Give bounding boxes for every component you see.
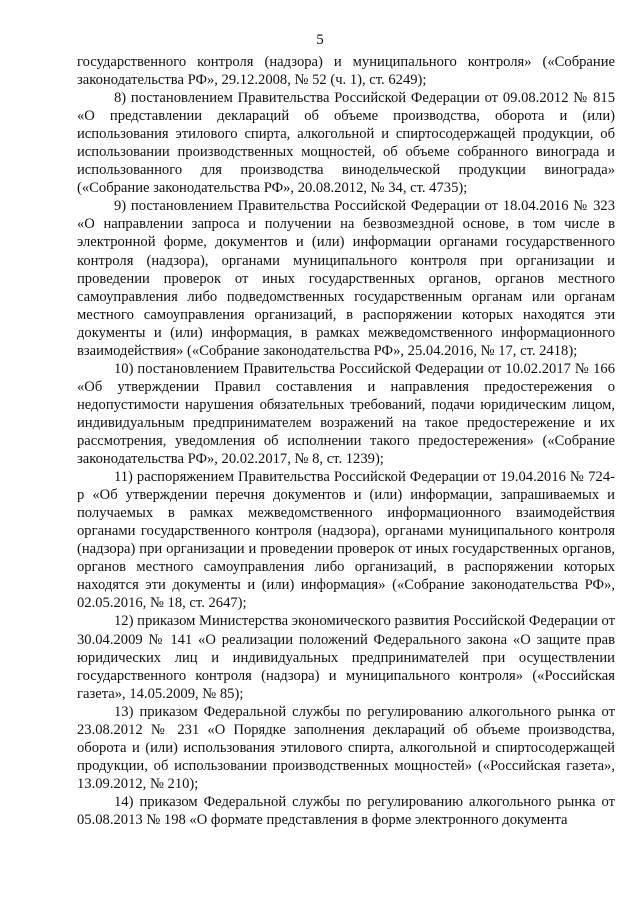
- paragraph-item-8: 8) постановлением Правительства Российской Федерации от 09.08.2012 № 815 «О представлении деклараций об объеме производства, оборота и (или) использования этилового спирта, алкогольной и спиртосодержащей продукции, об использовании производственных мощностей, об объеме собранного винограда и использованного для производства винодельческой продукции винограда» («Собрание законодательства РФ», 20.08.2012, № 34, ст. 4735);: [77, 90, 615, 197]
- paragraph-item-13: 13) приказом Федеральной службы по регулированию алкогольного рынка от 23.08.2012 № 231 «О Порядке заполнения деклараций об объеме производства, оборота и (или) использования этилового спирта, алкогольной и спиртосодержащей продукции, об использовании производственных мощностей» («Российская газета», 13.09.2012, № 210);: [77, 703, 615, 792]
- paragraph-item-11: 11) распоряжением Правительства Российской Федерации от 19.04.2016 № 724-р «Об утверждении перечня документов и (или) информации, запрашиваемых и получаемых в рамках межведомственного информационного взаимодействия органами государственного контроля (надзора), органами муниципального контроля (надзора) при организации и проведении проверок от иных государственных органов, органов местного самоуправления либо организаций, в распоряжении которых находятся эти документы и (или) информация» («Собрание законодательства РФ», 02.05.2016, № 18, ст. 2647);: [77, 469, 615, 612]
- paragraph-item-12: 12) приказом Министерства экономического развития Российской Федерации от 30.04.2009 № 141 «О реализации положений Федерального закона «О защите прав юридических лиц и индивидуальных предпринимателей при осуществлении государственного контроля (надзора) и муниципального контроля» («Российская газета», 14.05.2009, № 85);: [77, 613, 615, 702]
- paragraph-item-10: 10) постановлением Правительства Российской Федерации от 10.02.2017 № 166 «Об утверждении Правил составления и направления предостережения о недопустимости нарушения обязательных требований, подачи юридическим лицом, индивидуальным предпринимателем возражений на такое предостережение и их рассмотрения, уведомления об исполнении такого предостережения» («Собрание законодательства РФ», 20.02.2017, № 8, ст. 1239);: [77, 360, 615, 468]
- document-body: [77, 53, 615, 829]
- paragraph-item-14: 14) приказом Федеральной службы по регулированию алкогольного рынка от 05.08.2013 № 198 «О формате представления в форме электронного документа: [77, 793, 615, 828]
- page-number: 5: [316, 32, 324, 48]
- paragraph-continuation: государственного контроля (надзора) и муниципального контроля» («Собрание законодательства РФ», 29.12.2008, № 52 (ч. 1), ст. 6249);: [77, 54, 615, 89]
- paragraph-item-9: 9) постановлением Правительства Российской Федерации от 18.04.2016 № 323 «О направлении запроса и получении на безвозмездной основе, в том числе в электронной форме, документов и (или) информации органами государственного контроля (надзора), органами муниципального контроля при организации и проведении проверок от иных государственных органов, органов местного самоуправления либо подведомственных государственным органам или органам местного самоуправления организаций, в распоряжении которых находятся эти документы и (или) информация, в рамках межведомственного информационного взаимодействия» («Собрание законодательства РФ», 25.04.2016, № 17, ст. 2418);: [77, 198, 615, 359]
